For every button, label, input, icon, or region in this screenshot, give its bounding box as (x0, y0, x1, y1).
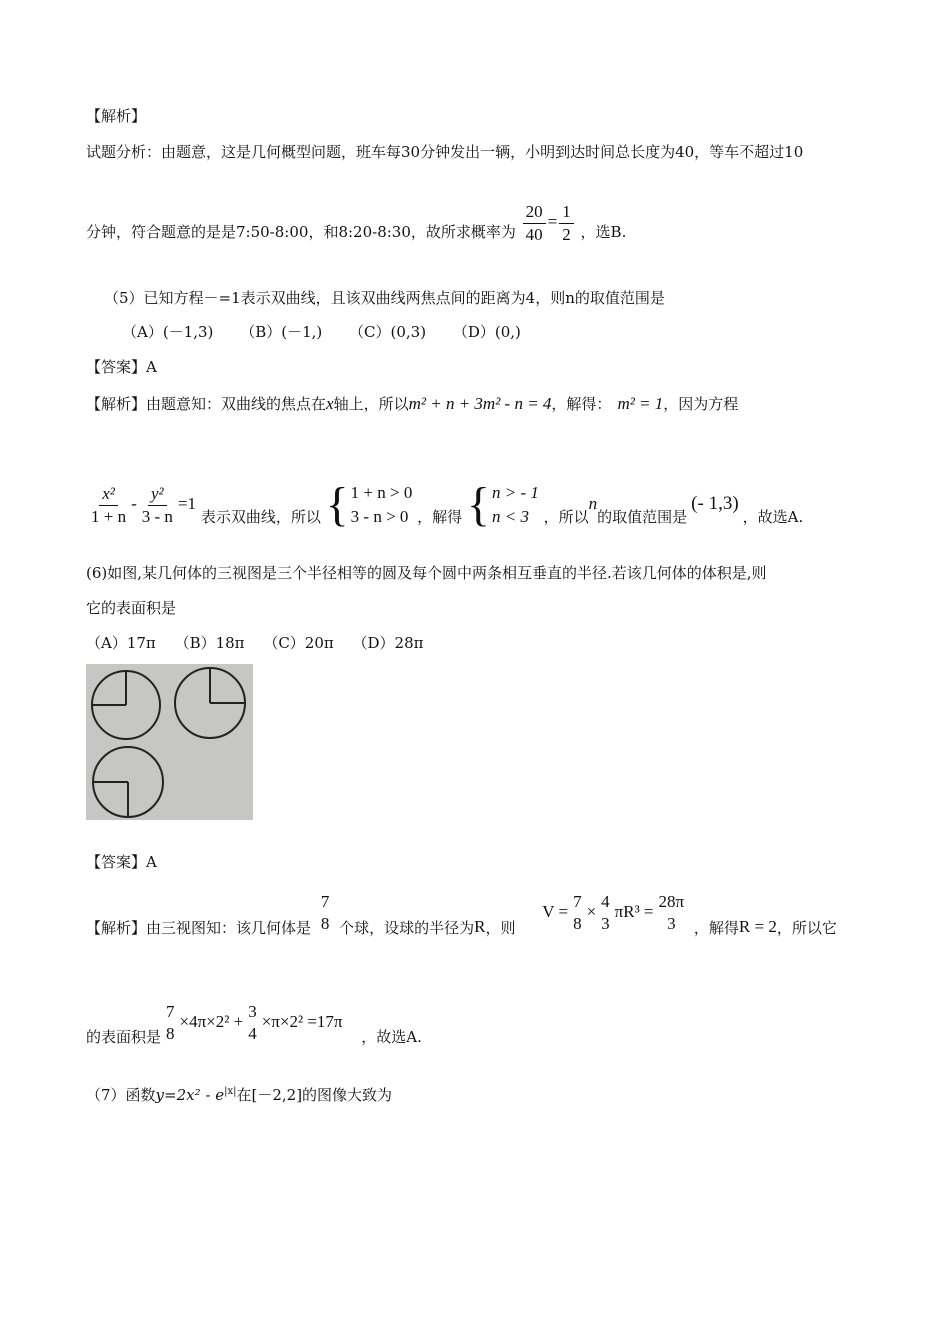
variable: n (588, 494, 598, 513)
times: × (586, 902, 597, 921)
equation: ×4π×2² + (179, 1012, 244, 1031)
inequality: n < 3 (491, 507, 529, 526)
denominator: 2 (562, 224, 571, 244)
numerator: 7 (573, 892, 582, 911)
numerator: 7 (166, 1002, 175, 1021)
numerator: 4 (601, 892, 610, 911)
denominator: 40 (525, 224, 543, 244)
text-run: ，所以它 (776, 919, 837, 937)
analysis-text (86, 198, 626, 246)
options-row (86, 633, 424, 653)
text-run: ，因为方程 (663, 395, 739, 413)
inequality: 1 + n > 0 (350, 483, 413, 502)
fraction (245, 1001, 260, 1045)
interval: (- 1,3) (691, 493, 739, 514)
option-c: （C）20π (263, 634, 334, 652)
option-d: （D）(0,) (452, 323, 521, 341)
numerator: x² (99, 483, 118, 506)
inequality-system: { n > - 1 n < 3 (466, 478, 539, 531)
equation: R = 2 (738, 917, 777, 936)
fraction (318, 891, 333, 935)
analysis-text (86, 476, 803, 532)
text-run: ，故选A. (361, 1028, 422, 1046)
text-run: ，解得： (551, 395, 612, 413)
inequality: n > - 1 (491, 483, 539, 502)
fraction (163, 1001, 178, 1045)
equation: V = (542, 902, 569, 921)
text-run: 个球，设球的半径为 (339, 919, 475, 937)
question-stem: (6)如图,某几何体的三视图是三个半径相等的圆及每个圆中两条相互垂直的半径.若该几何体的体积是,则 (86, 564, 767, 582)
denominator: 1 + n (91, 506, 127, 526)
fraction (656, 891, 688, 935)
text-run: 的表面积是 (86, 1028, 162, 1046)
equals: =1 (177, 494, 197, 513)
text-run: ，故选A. (742, 508, 804, 526)
variable: x (326, 394, 334, 413)
denominator: 8 (320, 914, 330, 933)
fraction (598, 891, 613, 935)
fraction (523, 201, 546, 246)
analysis-tag: 【解析】 (86, 107, 147, 125)
option-d: （D）28π (352, 634, 424, 652)
question-stem: （5）已知方程－=1表示双曲线，且该双曲线两焦点间的距离为4，则n的取值范围是 (104, 289, 665, 307)
text-run: ，所以 (543, 508, 589, 526)
text-run: 由三视图知：该几何体是 (146, 919, 312, 937)
analysis-tag: 【解析】 (86, 919, 147, 937)
question-stem: 它的表面积是 (86, 599, 177, 617)
answer-line: 【答案】A (86, 358, 157, 376)
denominator: 3 - n (141, 506, 173, 526)
numerator: y² (148, 483, 167, 506)
equals: = (547, 212, 558, 231)
denominator: 4 (248, 1024, 257, 1043)
fraction (88, 483, 129, 528)
equation: πR³ = (614, 902, 654, 921)
equation: m² + n + 3m² - n = 4 (408, 394, 552, 413)
text-run: ，解得 (417, 508, 463, 526)
inequality: 3 - n > 0 (350, 507, 409, 526)
equation: m² = 1 (617, 394, 664, 413)
option-a: （A）(－1,3) (122, 323, 214, 341)
text-run: 在[－2,2]的图像大致为 (236, 1086, 393, 1104)
answer-line: 【答案】A (86, 853, 157, 871)
analysis-text (86, 994, 422, 1050)
exponent: |x| (224, 1086, 237, 1097)
text-run: ，解得 (693, 919, 739, 937)
analysis-text (86, 884, 837, 940)
numerator: 20 (523, 201, 546, 224)
question-stem (86, 1082, 392, 1105)
function-expression: y=2x² - e (155, 1086, 225, 1104)
text-run: 分钟，符合题意的是是7:50-8:00，和8:20-8:30，故所求概率为 (86, 223, 516, 241)
fraction (559, 201, 574, 246)
equation: ×π×2² =17π (261, 1012, 343, 1031)
option-c: （C）(0,3) (349, 323, 427, 341)
fraction (570, 891, 585, 935)
denominator: 3 (667, 914, 676, 933)
text-run: 的取值范围是 (597, 508, 688, 526)
text-run: 表示双曲线，所以 (200, 508, 321, 526)
numerator: 3 (248, 1002, 257, 1021)
text-run: ，选B. (580, 223, 627, 241)
numerator: 28π (658, 892, 685, 911)
analysis-tag: 【解析】 (86, 395, 147, 413)
minus: - (131, 494, 137, 513)
option-b: （B）18π (174, 634, 245, 652)
text-run: 由题意知：双曲线的焦点在 (146, 395, 327, 413)
options-row (122, 322, 521, 342)
numerator: 1 (559, 201, 574, 224)
denominator: 8 (573, 914, 582, 933)
denominator: 3 (601, 914, 610, 933)
three-view-drawing (86, 664, 253, 820)
inequality-system: { 1 + n > 0 3 - n > 0 (325, 478, 413, 531)
denominator: 8 (166, 1024, 175, 1043)
fraction (139, 483, 176, 528)
text-run: （7）函数 (86, 1086, 156, 1104)
text-run: ，则 (485, 919, 516, 937)
variable: R (474, 917, 486, 936)
text-run: 轴上，所以 (333, 395, 409, 413)
three-view-figure (86, 664, 253, 820)
numerator: 7 (320, 892, 330, 911)
analysis-text: 试题分析：由题意，这是几何概型问题，班车每30分钟发出一辆，小明到达时间总长度为40，等车不超过10 (86, 143, 804, 161)
option-a: （A）17π (86, 634, 156, 652)
option-b: （B）(－1,) (240, 323, 323, 341)
analysis-text (86, 394, 738, 414)
